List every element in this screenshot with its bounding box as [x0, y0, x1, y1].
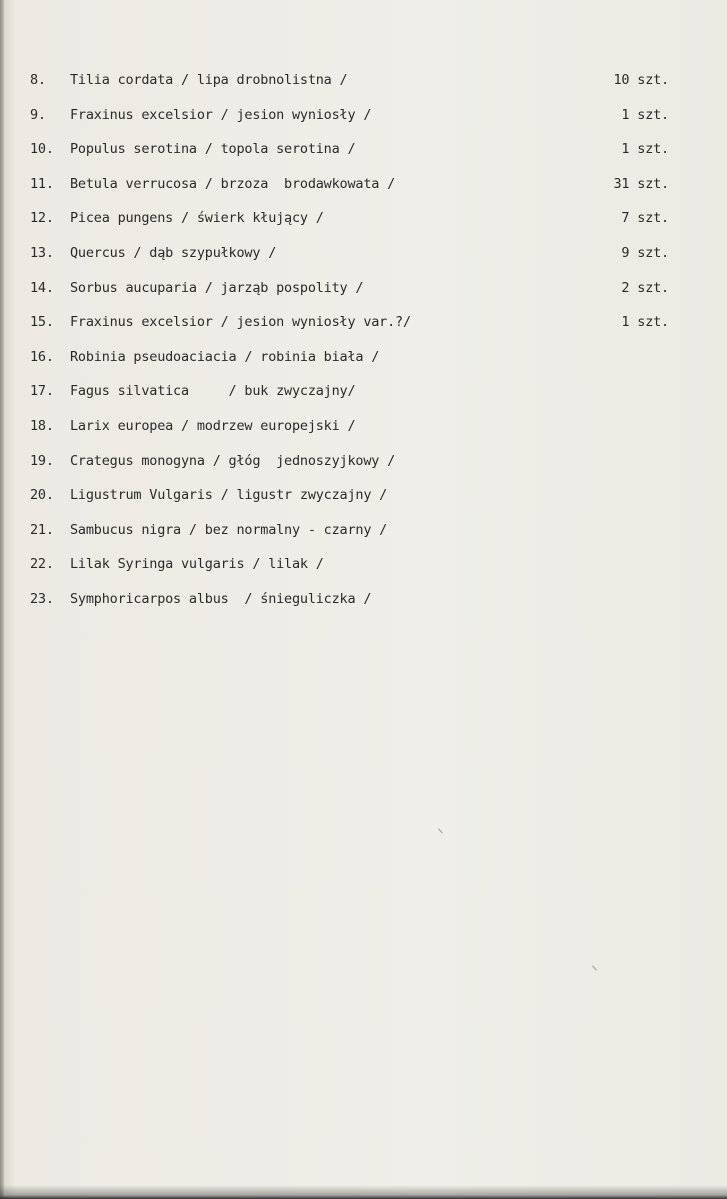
paper-speck	[592, 965, 597, 970]
list-item	[0, 546, 727, 581]
item-text: Ligustrum Vulgaris / ligustr zwyczajny /	[70, 487, 388, 504]
list-item	[0, 62, 727, 97]
item-number: 23.	[30, 590, 54, 607]
list-item	[0, 97, 727, 132]
item-text: Larix europea / modrzew europejski /	[70, 417, 356, 434]
item-number: 8.	[30, 72, 46, 88]
item-number: 22.	[30, 556, 54, 573]
item-quantity: 1 szt.	[621, 141, 669, 158]
item-number: 10.	[30, 141, 54, 158]
item-text: Populus serotina / topola serotina /	[70, 141, 356, 158]
item-number: 15.	[30, 314, 54, 331]
paper-speck	[438, 828, 443, 833]
item-quantity: 2 szt.	[621, 279, 669, 296]
item-text: Fraxinus excelsior / jesion wyniosły /	[70, 106, 372, 123]
item-text: Crategus monogyna / głóg jednoszyjkowy /	[70, 452, 396, 469]
list-item	[0, 131, 727, 166]
item-text: Tilia cordata / lipa drobnolistna /	[70, 72, 348, 88]
list-item	[0, 512, 727, 547]
item-text: Symphoricarpos albus / śnieguliczka /	[70, 590, 372, 607]
list-item	[0, 443, 727, 478]
item-quantity: 9 szt.	[621, 244, 669, 261]
list-item	[0, 270, 727, 305]
item-text: Quercus / dąb szypułkowy /	[70, 244, 277, 261]
plant-list	[0, 62, 727, 616]
list-item	[0, 166, 727, 201]
list-item	[0, 304, 727, 339]
item-number: 19.	[30, 452, 54, 469]
item-number: 17.	[30, 383, 54, 400]
list-item	[0, 408, 727, 443]
item-text: Sorbus aucuparia / jarząb pospolity /	[70, 279, 364, 296]
item-text: Sambucus nigra / bez normalny - czarny /	[70, 521, 388, 538]
item-quantity: 10 szt.	[613, 72, 669, 88]
list-item	[0, 581, 727, 616]
scan-bottom-edge	[0, 1185, 727, 1199]
item-number: 14.	[30, 279, 54, 296]
item-text: Lilak Syringa vulgaris / lilak /	[70, 556, 324, 573]
item-number: 21.	[30, 521, 54, 538]
item-quantity: 1 szt.	[621, 106, 669, 123]
list-item	[0, 477, 727, 512]
item-text: Fraxinus excelsior / jesion wyniosły var.?/	[70, 314, 411, 331]
item-text: Betula verrucosa / brzoza brodawkowata /	[70, 175, 396, 192]
list-item	[0, 200, 727, 235]
item-number: 16.	[30, 348, 54, 365]
item-text: Robinia pseudoaciacia / robinia biała /	[70, 348, 380, 365]
item-quantity: 1 szt.	[621, 314, 669, 331]
list-item	[0, 373, 727, 408]
item-quantity: 7 szt.	[621, 210, 669, 227]
item-number: 11.	[30, 175, 54, 192]
item-quantity: 31 szt.	[613, 175, 669, 192]
item-text: Fagus silvatica / buk zwyczajny/	[70, 383, 356, 400]
item-number: 20.	[30, 487, 54, 504]
item-text: Picea pungens / świerk kłujący /	[70, 210, 324, 227]
item-number: 18.	[30, 417, 54, 434]
list-item	[0, 339, 727, 374]
list-item	[0, 235, 727, 270]
item-number: 9.	[30, 106, 46, 123]
item-number: 12.	[30, 210, 54, 227]
item-number: 13.	[30, 244, 54, 261]
